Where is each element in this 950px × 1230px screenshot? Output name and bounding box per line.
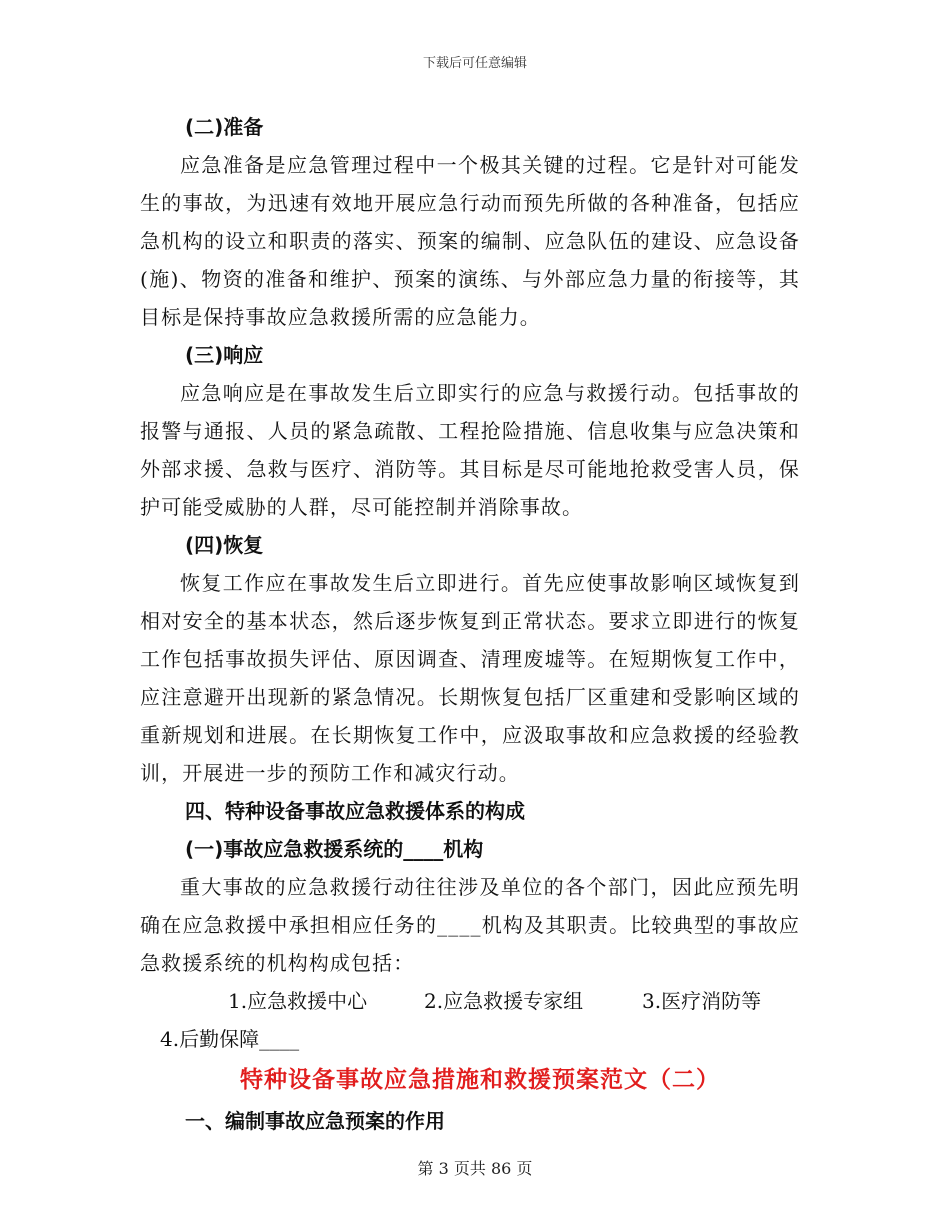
paragraph-preparation: 应急准备是应急管理过程中一个极其关键的过程。它是针对可能发生的事故，为迅速有效地开展应急行动而预先所做的各种准备，包括应急机构的设立和职责的落实、预案的编制、应急队伍的建设、应急设备(施)、物资的准备和维护、预案的演练、与外部应急力量的衔接等，其目标是保持事故应急救援所需的应急能力。 (140, 153, 800, 329)
list-item: 1.应急救援中心 (228, 989, 368, 1013)
paragraph-response: 应急响应是在事故发生后立即实行的应急与救援行动。包括事故的报警与通报、人员的紧急疏散、工程抢险措施、信息收集与应急决策和外部求援、急救与医疗、消防等。其目标是尽可能地抢救受害人员，保护可能受威胁的人群，尽可能控制并消除事故。 (140, 381, 800, 519)
section-heading-part4: 四、特种设备事故应急救援体系的构成 (185, 799, 525, 823)
section-heading-response: (三)响应 (185, 343, 264, 367)
organization-items-list (140, 982, 800, 1020)
section-heading-organization: (一)事故应急救援系统的____机构 (185, 837, 484, 861)
document-body (140, 108, 800, 1140)
section-heading-recovery: (四)恢复 (185, 533, 264, 557)
page-header: 下载后可任意编辑 (422, 56, 527, 71)
section-heading-preparation: (二)准备 (185, 115, 264, 139)
list-item: 2.应急救援专家组 (424, 989, 584, 1013)
document-title: 特种设备事故应急措施和救援预案范文（二） (240, 1067, 720, 1093)
paragraph-organization: 重大事故的应急救援行动往往涉及单位的各个部门，因此应预先明确在应急救援中承担相应任务的____机构及其职责。比较典型的事故应急救援系统的机构构成包括： (140, 875, 800, 975)
section-heading-part1: 一、编制事故应急预案的作用 (185, 1109, 445, 1133)
list-item: 3.医疗消防等 (642, 989, 762, 1013)
paragraph-recovery: 恢复工作应在事故发生后立即进行。首先应使事故影响区域恢复到相对安全的基本状态，然后逐步恢复到正常状态。要求立即进行的恢复工作包括事故损失评估、原因调查、清理废墟等。在短期恢复工作中，应注意避开出现新的紧急情况。长期恢复包括厂区重建和受影响区域的重新规划和进展。在长期恢复工作中，应汲取事故和应急救援的经验教训，开展进一步的预防工作和减灾行动。 (140, 571, 800, 785)
list-item: 4.后勤保障____ (160, 1027, 300, 1051)
page-footer: 第 3 页共 86 页 (417, 1159, 533, 1178)
